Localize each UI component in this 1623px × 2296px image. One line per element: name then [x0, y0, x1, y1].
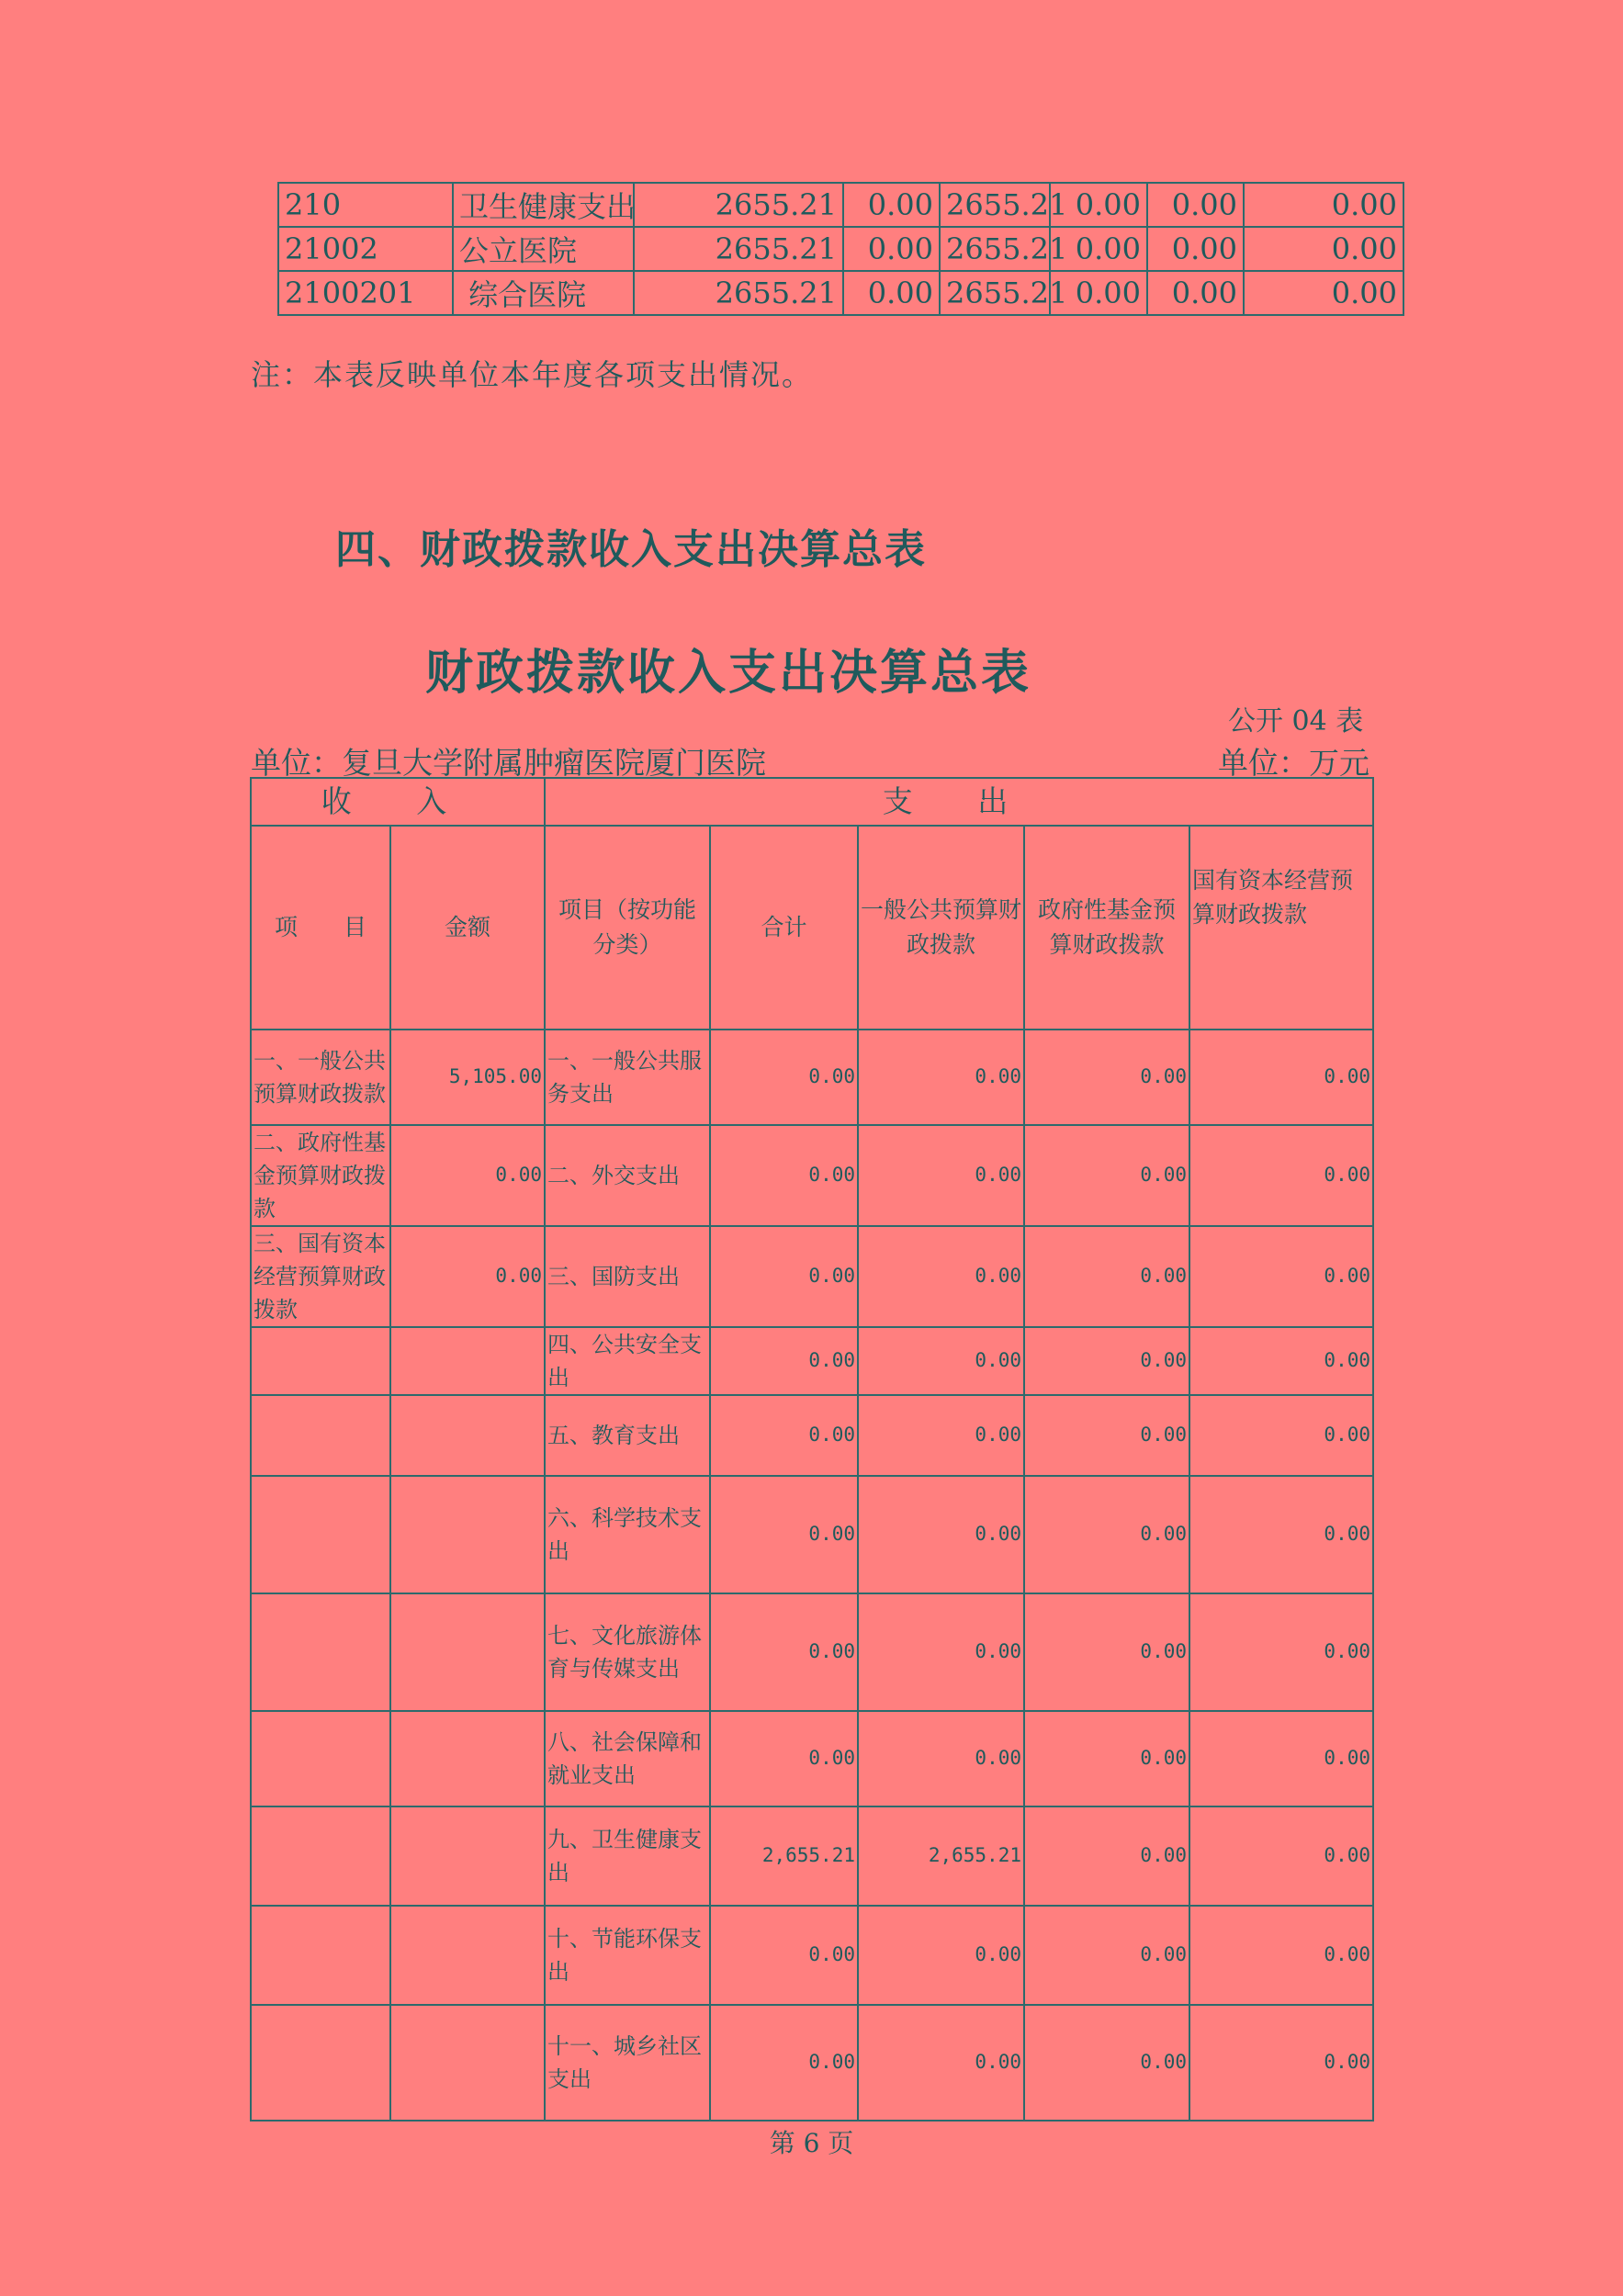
col-total: 合计: [710, 826, 858, 1030]
amount-cell: 0.00: [1050, 183, 1147, 227]
expense-detail-table: [277, 182, 1404, 316]
state-capital-amount: 0.00: [1189, 1395, 1373, 1476]
amount-cell: 2655.21: [634, 183, 843, 227]
fiscal-appropriation-table: [250, 777, 1374, 2122]
form-code: 公开 04 表: [1228, 705, 1364, 737]
total-amount: 0.00: [710, 2005, 858, 2121]
total-amount: 2,655.21: [710, 1806, 858, 1906]
table-row: [251, 1906, 1373, 2005]
section-heading: 四、财政拨款收入支出决算总表: [335, 526, 927, 573]
income-item: [251, 1395, 390, 1476]
gov-fund-amount: 0.00: [1024, 1395, 1189, 1476]
table-header-row: [251, 778, 1373, 826]
table-row: [251, 1030, 1373, 1125]
gov-fund-amount: 0.00: [1024, 1806, 1189, 1906]
state-capital-amount: 0.00: [1189, 1125, 1373, 1226]
total-amount: 0.00: [710, 1395, 858, 1476]
amount-cell: 0.00: [843, 227, 940, 271]
income-item: [251, 2005, 390, 2121]
subject-code: 2100201: [278, 271, 453, 315]
expense-item: 七、文化旅游体育与传媒支出: [545, 1593, 710, 1711]
income-item: [251, 1711, 390, 1806]
expense-item: 六、科学技术支出: [545, 1476, 710, 1593]
total-amount: 0.00: [710, 1906, 858, 2005]
total-amount: 0.00: [710, 1711, 858, 1806]
state-capital-amount: 0.00: [1189, 1030, 1373, 1125]
gov-fund-amount: 0.00: [1024, 1030, 1189, 1125]
income-amount: [390, 1395, 545, 1476]
col-gov-fund: 政府性基金预算财政拨款: [1024, 826, 1189, 1030]
income-item: 三、国有资本经营预算财政拨款: [251, 1226, 390, 1327]
income-header: 收 入: [251, 778, 545, 826]
amount-cell: 0.00: [1147, 183, 1244, 227]
income-amount: [390, 1327, 545, 1395]
page-number: 第 6 页: [769, 2128, 854, 2158]
expense-header: 支 出: [545, 778, 1373, 826]
expense-item: 四、公共安全支出: [545, 1327, 710, 1395]
income-amount: [390, 2005, 545, 2121]
col-state-capital: 国有资本经营预算财政拨款: [1189, 826, 1373, 1030]
expense-item: 五、教育支出: [545, 1395, 710, 1476]
reporting-unit: 单位：复旦大学附属肿瘤医院厦门医院: [251, 745, 766, 781]
amount-cell: 0.00: [1244, 271, 1403, 315]
state-capital-amount: 0.00: [1189, 1226, 1373, 1327]
income-item: [251, 1327, 390, 1395]
total-amount: 0.00: [710, 1226, 858, 1327]
income-amount: [390, 1806, 545, 1906]
general-budget-amount: 2,655.21: [858, 1806, 1024, 1906]
subject-name: 卫生健康支出: [453, 183, 634, 227]
table-row: [251, 1327, 1373, 1395]
subject-code: 21002: [278, 227, 453, 271]
gov-fund-amount: 0.00: [1024, 1593, 1189, 1711]
income-amount: [390, 1711, 545, 1806]
general-budget-amount: 0.00: [858, 1327, 1024, 1395]
total-amount: 0.00: [710, 1327, 858, 1395]
expense-item: 三、国防支出: [545, 1226, 710, 1327]
amount-cell: 2655.21: [634, 271, 843, 315]
expense-item: 二、外交支出: [545, 1125, 710, 1226]
col-func-item: 项目（按功能分类）: [545, 826, 710, 1030]
amount-cell: 0.00: [843, 271, 940, 315]
amount-cell: 0.00: [843, 183, 940, 227]
state-capital-amount: 0.00: [1189, 1906, 1373, 2005]
income-item: [251, 1806, 390, 1906]
col-item: 项 目: [251, 826, 390, 1030]
amount-cell: 0.00: [1244, 227, 1403, 271]
subject-code: 210: [278, 183, 453, 227]
total-amount: 0.00: [710, 1030, 858, 1125]
state-capital-amount: 0.00: [1189, 1711, 1373, 1806]
general-budget-amount: 0.00: [858, 1226, 1024, 1327]
income-amount: 0.00: [390, 1226, 545, 1327]
table-row: [278, 227, 1403, 271]
income-item: 一、一般公共预算财政拨款: [251, 1030, 390, 1125]
expense-item: 一、一般公共服务支出: [545, 1030, 710, 1125]
income-item: [251, 1906, 390, 2005]
gov-fund-amount: 0.00: [1024, 1125, 1189, 1226]
gov-fund-amount: 0.00: [1024, 1906, 1189, 2005]
gov-fund-amount: 0.00: [1024, 1327, 1189, 1395]
table-row: [278, 271, 1403, 315]
amount-cell: 2655.21: [940, 183, 1050, 227]
general-budget-amount: 0.00: [858, 1030, 1024, 1125]
general-budget-amount: 0.00: [858, 1125, 1024, 1226]
gov-fund-amount: 0.00: [1024, 1226, 1189, 1327]
amount-cell: 0.00: [1050, 227, 1147, 271]
expense-item: 九、卫生健康支出: [545, 1806, 710, 1906]
state-capital-amount: 0.00: [1189, 1593, 1373, 1711]
table-row: [251, 1806, 1373, 1906]
gov-fund-amount: 0.00: [1024, 1476, 1189, 1593]
amount-cell: 2655.21: [940, 271, 1050, 315]
state-capital-amount: 0.00: [1189, 2005, 1373, 2121]
income-amount: 5,105.00: [390, 1030, 545, 1125]
income-amount: [390, 1906, 545, 2005]
general-budget-amount: 0.00: [858, 2005, 1024, 2121]
total-amount: 0.00: [710, 1125, 858, 1226]
general-budget-amount: 0.00: [858, 1395, 1024, 1476]
table-row: [278, 183, 1403, 227]
income-amount: [390, 1593, 545, 1711]
amount-cell: 0.00: [1147, 271, 1244, 315]
table-row: [251, 1125, 1373, 1226]
currency-unit: 单位：万元: [1218, 745, 1369, 781]
income-item: [251, 1593, 390, 1711]
expense-item: 十一、城乡社区支出: [545, 2005, 710, 2121]
table-row: [251, 1593, 1373, 1711]
amount-cell: 2655.21: [940, 227, 1050, 271]
expense-item: 十、节能环保支出: [545, 1906, 710, 2005]
col-amount: 金额: [390, 826, 545, 1030]
general-budget-amount: 0.00: [858, 1476, 1024, 1593]
gov-fund-amount: 0.00: [1024, 2005, 1189, 2121]
col-general: 一般公共预算财政拨款: [858, 826, 1024, 1030]
income-amount: [390, 1476, 545, 1593]
state-capital-amount: 0.00: [1189, 1327, 1373, 1395]
amount-cell: 0.00: [1244, 183, 1403, 227]
table-note: 注：本表反映单位本年度各项支出情况。: [251, 357, 814, 392]
table-row: [251, 1476, 1373, 1593]
income-item: [251, 1476, 390, 1593]
income-amount: 0.00: [390, 1125, 545, 1226]
subject-name: 公立医院: [453, 227, 634, 271]
amount-cell: 0.00: [1147, 227, 1244, 271]
state-capital-amount: 0.00: [1189, 1806, 1373, 1906]
total-amount: 0.00: [710, 1476, 858, 1593]
column-header-row: [251, 826, 1373, 1030]
amount-cell: 2655.21: [634, 227, 843, 271]
state-capital-amount: 0.00: [1189, 1476, 1373, 1593]
table-row: [251, 1226, 1373, 1327]
gov-fund-amount: 0.00: [1024, 1711, 1189, 1806]
general-budget-amount: 0.00: [858, 1906, 1024, 2005]
table-title: 财政拨款收入支出决算总表: [425, 645, 1032, 701]
subject-name: 综合医院: [453, 271, 634, 315]
income-item: 二、政府性基金预算财政拨款: [251, 1125, 390, 1226]
total-amount: 0.00: [710, 1593, 858, 1711]
expense-item: 八、社会保障和就业支出: [545, 1711, 710, 1806]
table-row: [251, 1711, 1373, 1806]
general-budget-amount: 0.00: [858, 1711, 1024, 1806]
table-row: [251, 2005, 1373, 2121]
general-budget-amount: 0.00: [858, 1593, 1024, 1711]
table-row: [251, 1395, 1373, 1476]
amount-cell: 0.00: [1050, 271, 1147, 315]
